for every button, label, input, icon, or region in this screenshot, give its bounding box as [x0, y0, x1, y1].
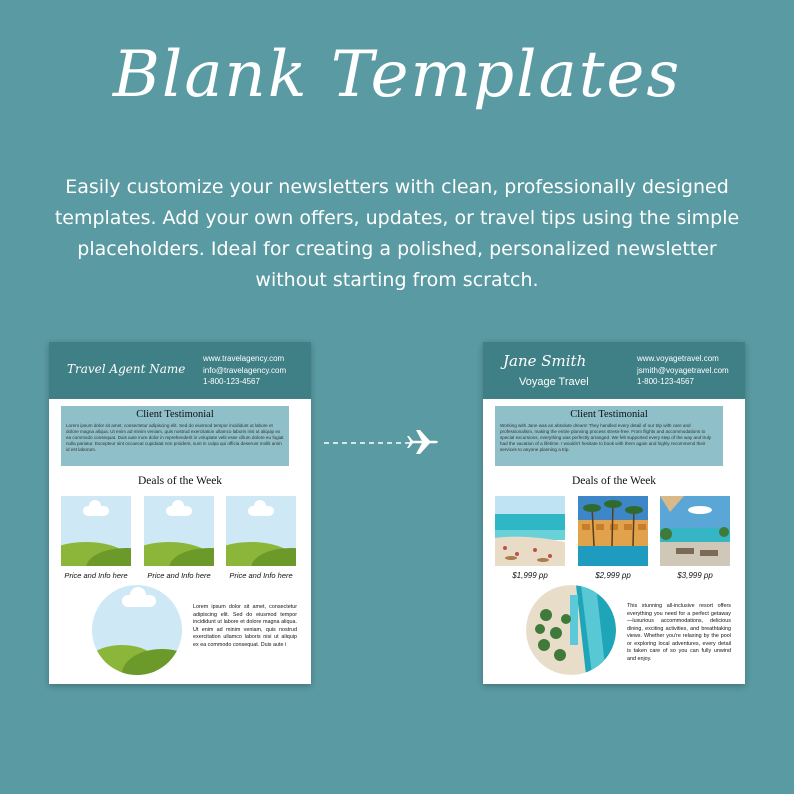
resort-pool-photo	[578, 496, 648, 566]
airplane-icon	[322, 430, 442, 454]
deal-caption: Price and Info here	[147, 571, 211, 580]
testimonial-title: Client Testimonial	[136, 409, 214, 420]
agent-name: Jane Smith	[503, 352, 587, 370]
testimonial-title: Client Testimonial	[570, 409, 648, 420]
contact-info	[203, 353, 286, 388]
deal-price: $1,999 pp	[512, 571, 548, 580]
testimonial-body: Lorem ipsum dolor sit amet, consectetur adipiscing elit. Sed do eiusmod tempor incididunt ut labore et dolore magna aliqua. Ut enim ad minim veniam, quis nostrud exercitation ullamco laboris nisi ut aliquip ex ea commodo consequat. Duis aute irure dolor in reprehenderit in voluptate velit esse cillum dolore eu fugiat nulla pariatur. Excepteur sint occaecat cupidatat non proident, sunt in culpa qui officia deserunt mollit anim id est laborum.	[66, 423, 284, 452]
deals-title: Deals of the Week	[571, 475, 657, 487]
agent-name-placeholder: Travel Agent Name	[67, 362, 186, 376]
website-text: www.travelagency.com	[203, 354, 285, 363]
page-description: Easily customize your newsletters with clean, professionally designed templates. Add your own offers, updates, or travel tips using the simple placeholders. Ideal for creating a polished, personalized newsletter without starting from scratch.	[54, 176, 740, 291]
testimonial-box	[495, 406, 723, 466]
plane-shape	[407, 430, 438, 454]
image-placeholder	[144, 496, 214, 566]
email-text: info@travelagency.com	[203, 365, 287, 375]
image-placeholder	[226, 496, 296, 566]
aerial-resort-photo	[526, 585, 616, 675]
image-placeholder	[61, 496, 131, 566]
website-text: www.voyagetravel.com	[637, 354, 719, 363]
deals-title: Deals of the Week	[137, 475, 223, 487]
feature-text: Lorem ipsum dolor sit amet, consectetur adipiscing elit. Sed do eiusmod tempor incididunt ut labore et dolore magna aliqua. Ut enim ad minim veniam, quis nostrud exercitation ullamco laboris nisi ut aliquip ex ea commodo consequat. Duis aute i	[193, 604, 297, 648]
phone-text: 1-800-123-4567	[637, 377, 694, 386]
template-header	[49, 342, 311, 399]
email-text: jsmith@voyagetravel.com	[637, 365, 729, 375]
deal-caption: Price and Info here	[229, 571, 293, 580]
deal-price: $3,999 pp	[677, 571, 713, 580]
contact-info	[637, 353, 729, 388]
pool-deck-photo	[660, 496, 730, 566]
circle-image-placeholder	[92, 585, 182, 675]
filled-template-preview	[483, 342, 745, 684]
blank-template-preview	[49, 342, 311, 684]
deal-price: $2,999 pp	[595, 571, 631, 580]
template-header	[483, 342, 745, 399]
deal-caption: Price and Info here	[64, 571, 128, 580]
testimonial-box	[61, 406, 289, 466]
beach-photo	[495, 496, 565, 566]
feature-text: This stunning all-inclusive resort offers everything you need for a perfect getaway—luxurious accommodations, delicious dining, exciting activities, and breathtaking views. Whether you're relaxing by the pool or exploring local adventures, every detail is taken care of so you can fully unwind and enjoy.	[627, 603, 731, 662]
agency-name: Voyage Travel	[519, 376, 589, 388]
page-heading: Blank Templates	[112, 38, 682, 112]
phone-text: 1-800-123-4567	[203, 377, 260, 386]
testimonial-body: Working with Jane was an absolute dream! They handled every detail of our trip with care and professionalism, making the entire planning process stress-free. From flights and accommodations to special excursions, everything was perfectly arranged. We felt supported every step of the way and truly had the vacation of a lifetime. I wouldn't hesitate to book with them again and highly recommend their services to anyone planning a trip.	[500, 423, 712, 452]
